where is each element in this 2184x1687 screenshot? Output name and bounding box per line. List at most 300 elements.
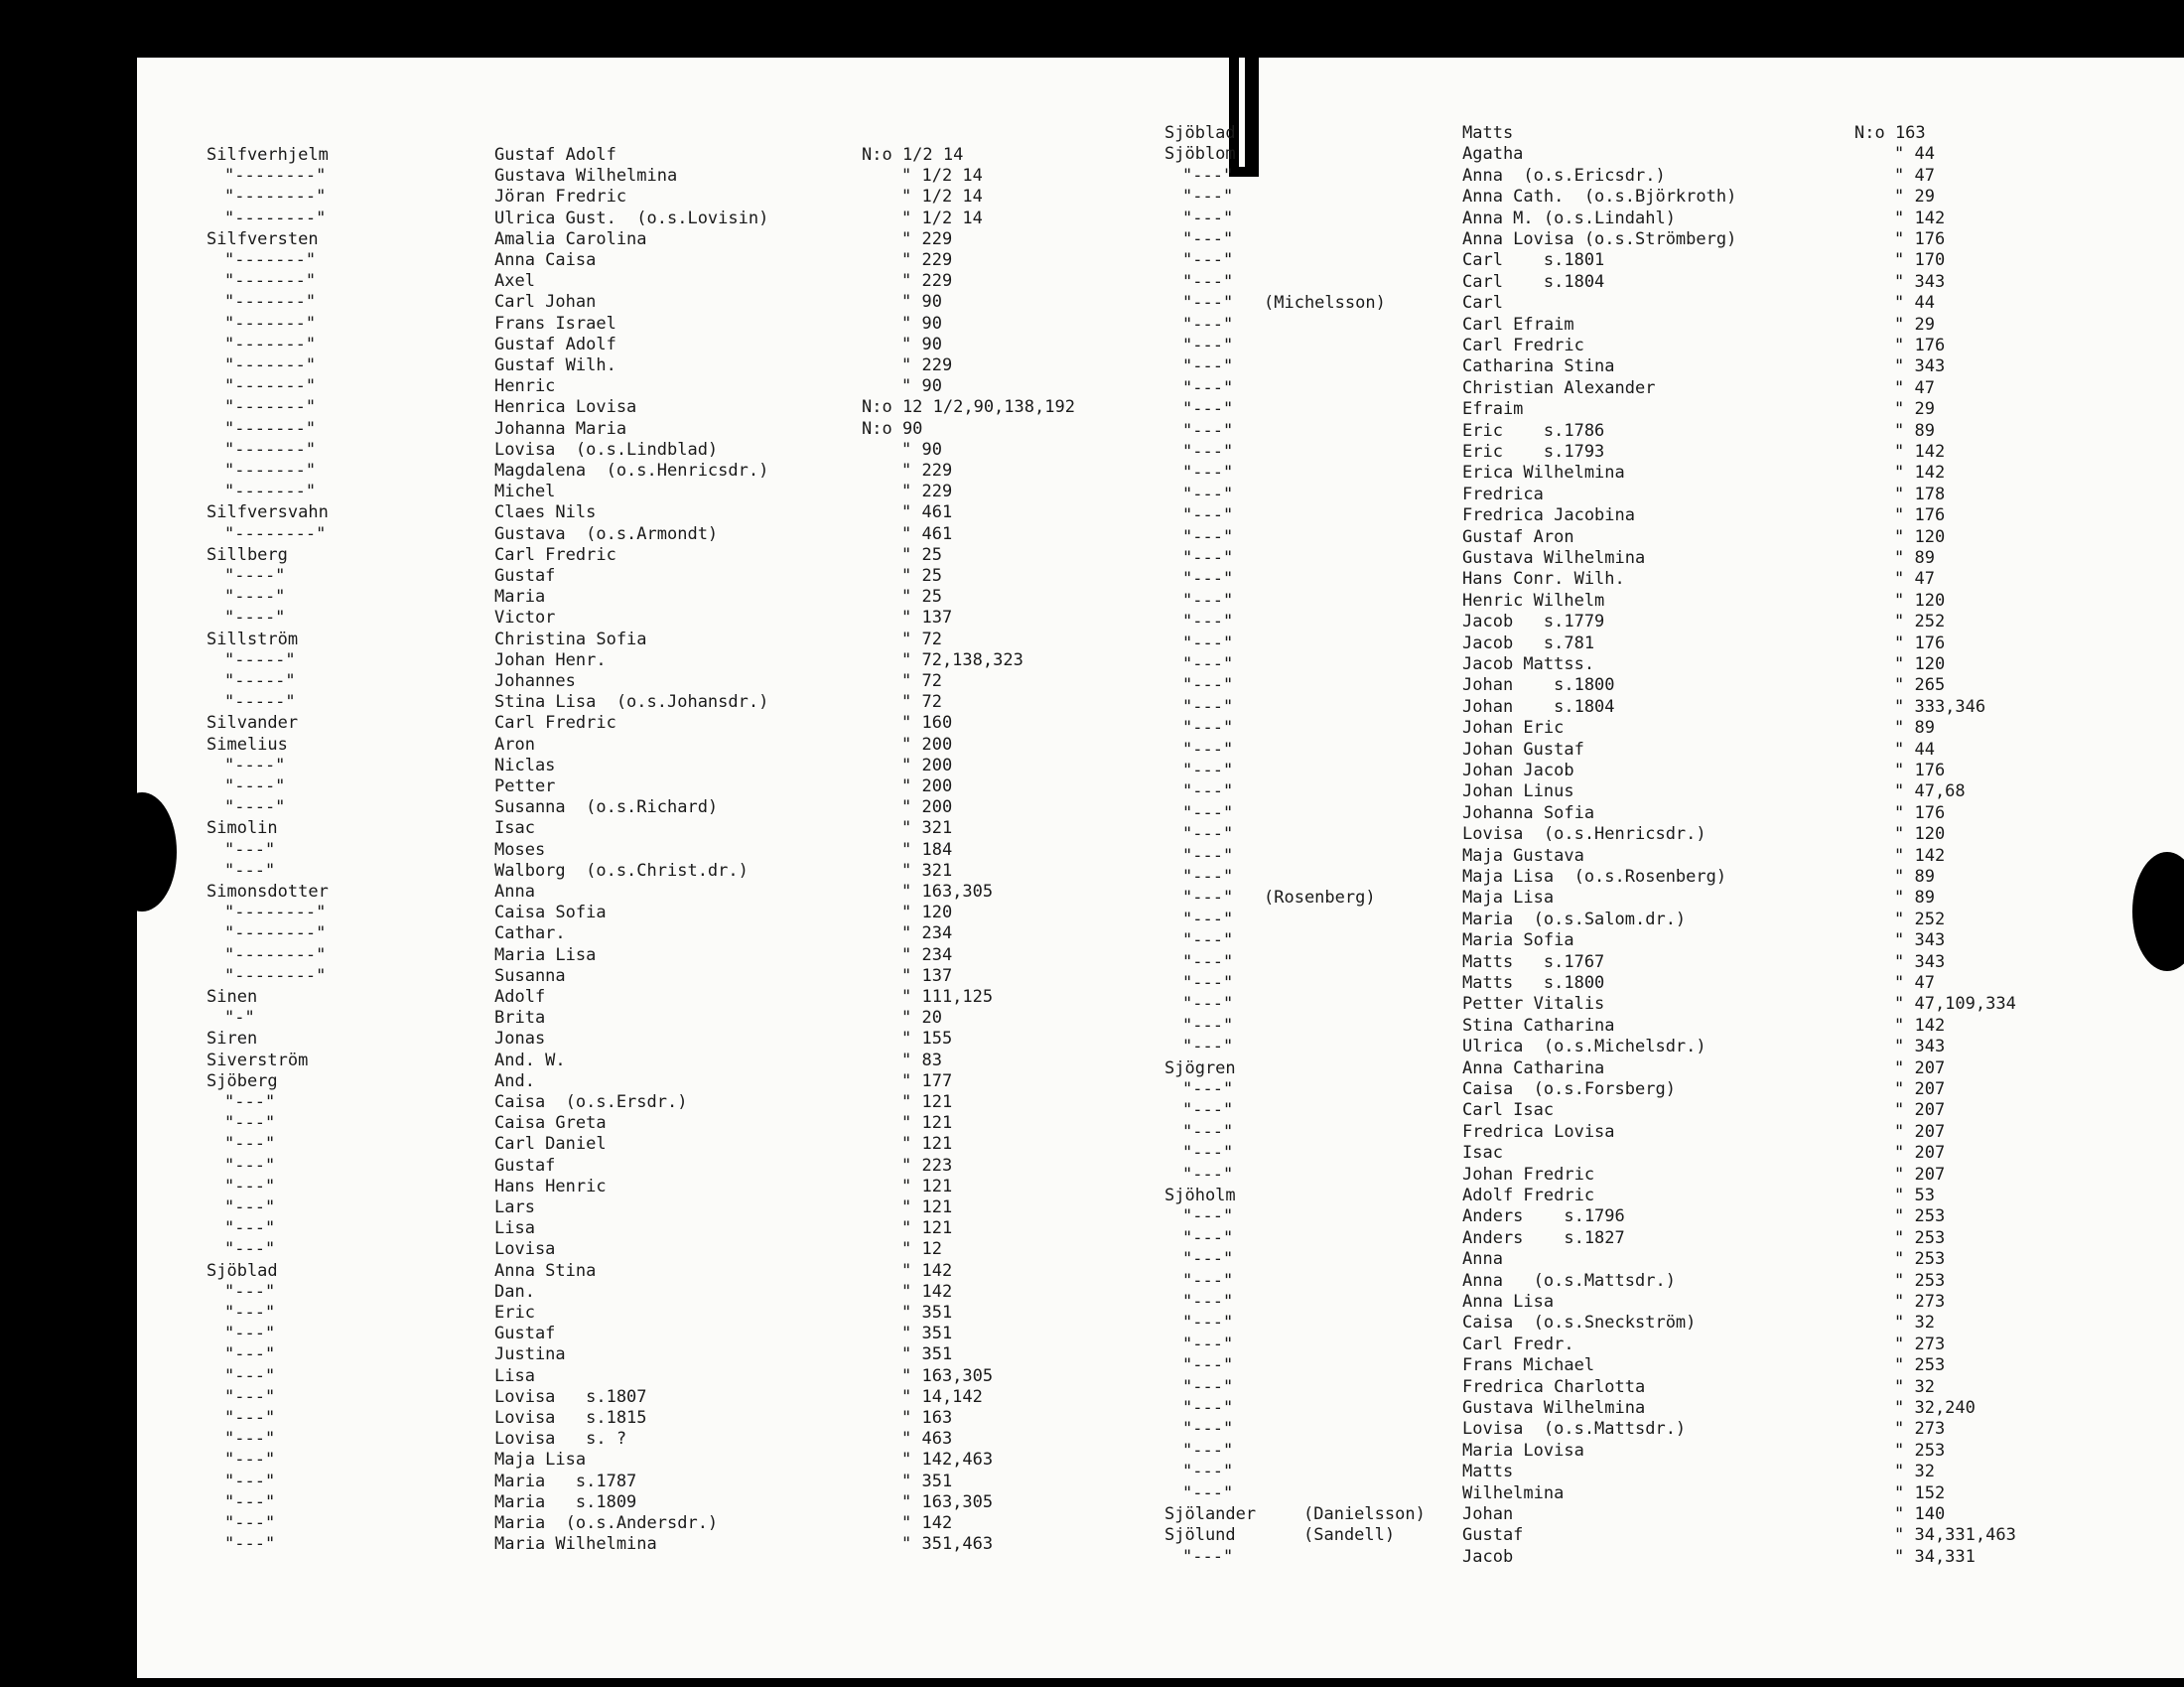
entry-reference: " 207 [1894,1100,1946,1121]
entry-given-name: Lars [494,1197,535,1217]
entry-surname: "---" [224,1113,276,1134]
binder-hole-right [2132,852,2184,971]
entry-note: (Michelsson) [1264,293,1386,314]
register-page [137,58,2184,1678]
entry-surname: Sillberg [206,544,288,565]
entry-given-name: Carl Fredric [494,713,616,734]
entry-reference: " 253 [1894,1249,1946,1270]
entry-given-name: Gustaf [494,566,556,586]
entry-surname: Simelius [206,734,288,755]
entry-given-name: Anna [1462,1249,1503,1270]
entry-given-name: Anders s.1796 [1462,1206,1625,1227]
entry-surname: Sjölander [1164,1504,1257,1524]
entry-reference: " 47,109,334 [1894,994,2016,1015]
entry-given-name: Eric s.1786 [1462,420,1605,441]
entry-given-name: Carl Isac [1462,1100,1555,1121]
entry-surname: "---" [1182,994,1234,1015]
entry-given-name: Christian Alexander [1462,377,1656,398]
entry-given-name: Lovisa s. ? [494,1429,627,1450]
entry-surname: "---" [224,1471,276,1491]
entry-given-name: Eric [494,1303,535,1323]
entry-surname: "-----" [224,692,296,713]
entry-reference: " 265 [1894,675,1946,696]
entry-reference: " 137 [901,608,953,629]
entry-reference: " 89 [1894,888,1935,909]
entry-reference: " 1/2 14 [901,208,983,228]
entry-reference: " 229 [901,250,953,270]
entry-given-name: Stina Lisa (o.s.Johansdr.) [494,692,769,713]
entry-reference: " 200 [901,755,953,775]
entry-surname: "---" [224,1324,276,1344]
entry-surname: "---" [224,1534,276,1555]
entry-surname: "---" [1182,1546,1234,1567]
entry-reference: " 200 [901,797,953,818]
entry-reference: N:o 90 [862,418,923,439]
entry-given-name: Lovisa (o.s.Henricsdr.) [1462,824,1706,845]
entry-reference: " 90 [901,292,942,313]
entry-surname: "---" [1182,951,1234,972]
entry-surname: "---" [224,1303,276,1323]
entry-reference: " 121 [901,1134,953,1155]
entry-surname: "---" [1182,314,1234,335]
entry-surname: "---" [1182,1292,1234,1312]
entry-reference: " 120 [901,903,953,923]
entry-surname: "-------" [224,397,317,418]
entry-surname: "---" [224,1365,276,1386]
entry-reference: " 343 [1894,1037,1946,1057]
entry-given-name: Maria s.1809 [494,1491,637,1512]
entry-given-name: Gustaf Adolf [494,145,616,165]
entry-surname: "---" [1182,420,1234,441]
entry-reference: " 200 [901,734,953,755]
entry-reference: " 142 [1894,442,1946,462]
entry-given-name: Aron [494,734,535,755]
entry-given-name: Gustaf [494,1155,556,1176]
entry-given-name: Anders s.1827 [1462,1227,1625,1248]
entry-surname: "----" [224,776,286,796]
entry-reference: " 273 [1894,1334,1946,1354]
entry-reference: " 351,463 [901,1534,994,1555]
entry-reference: " 29 [1894,187,1935,208]
entry-given-name: Maja Lisa [494,1450,587,1471]
entry-surname: "---" [1182,781,1234,802]
entry-surname: "---" [1182,336,1234,355]
entry-reference: " 29 [1894,399,1935,420]
entry-reference: " 273 [1894,1292,1946,1312]
entry-reference: " 142 [1894,845,1946,866]
entry-given-name: Susanna (o.s.Richard) [494,797,719,818]
entry-reference: " 32,240 [1894,1398,1976,1418]
entry-surname: "---" [1182,442,1234,462]
entry-surname: "---" [1182,187,1234,208]
entry-surname: "---" [224,839,276,860]
entry-given-name: Moses [494,839,546,860]
entry-given-name: Claes Nils [494,502,597,523]
entry-surname: "---" [1182,1143,1234,1164]
entry-given-name: Christina Sofia [494,629,647,649]
entry-given-name: Brita [494,1008,546,1029]
entry-given-name: Carl [1462,293,1503,314]
entry-surname: "---" [1182,654,1234,674]
entry-surname: "--------" [224,923,327,944]
entry-surname: "---" [1182,909,1234,929]
entry-reference: " 234 [901,923,953,944]
entry-reference: " 29 [1894,314,1935,335]
entry-given-name: Dan. [494,1281,535,1302]
entry-reference: " 229 [901,482,953,502]
entry-given-name: Anna Cath. (o.s.Björkroth) [1462,187,1737,208]
entry-given-name: Caisa Greta [494,1113,607,1134]
entry-surname: "---" [1182,845,1234,866]
entry-surname: "----" [224,608,286,629]
entry-given-name: Anna (o.s.Mattsdr.) [1462,1270,1676,1291]
entry-given-name: Jacob Mattss. [1462,654,1595,674]
entry-surname: "--------" [224,208,327,228]
entry-given-name: Maria Lovisa [1462,1440,1584,1461]
entry-given-name: Matts [1462,1462,1514,1482]
entry-reference: " 253 [1894,1206,1946,1227]
entry-reference: " 72 [901,692,942,713]
entry-surname: "---" [1182,377,1234,398]
entry-given-name: Maja Gustava [1462,845,1584,866]
entry-reference: " 1/2 14 [901,166,983,187]
entry-surname: "---" [1182,1249,1234,1270]
entry-reference: " 89 [1894,420,1935,441]
entry-given-name: Gustaf [1462,1525,1524,1546]
entry-reference: " 89 [1894,718,1935,739]
entry-reference: " 343 [1894,271,1946,292]
entry-surname: "---" [224,1429,276,1450]
entry-surname: "---" [1182,463,1234,484]
entry-given-name: Susanna [494,965,566,986]
entry-reference: " 121 [901,1092,953,1112]
entry-given-name: Jöran Fredric [494,187,627,208]
entry-given-name: Matts s.1800 [1462,973,1605,993]
entry-given-name: Maria Sofia [1462,930,1574,951]
entry-reference: " 343 [1894,930,1946,951]
entry-given-name: Frans Israel [494,313,616,334]
entry-given-name: Henric [494,376,556,397]
entry-surname: "---" [1182,1079,1234,1099]
entry-reference: " 229 [901,228,953,249]
entry-given-name: Victor [494,608,556,629]
entry-surname: "---" [1182,548,1234,568]
entry-surname: "---" [224,1281,276,1302]
entry-reference: " 176 [1894,505,1946,526]
entry-surname: "---" [224,1491,276,1512]
entry-reference: " 120 [1894,590,1946,611]
entry-reference: " 229 [901,355,953,375]
entry-surname: "---" [1182,229,1234,249]
entry-surname: "---" [224,1513,276,1533]
entry-note: (Sandell) [1303,1525,1396,1546]
entry-reference: " 142 [1894,463,1946,484]
entry-reference: " 142,463 [901,1450,994,1471]
entry-surname: "--------" [224,166,327,187]
entry-given-name: Fredrica Jacobina [1462,505,1635,526]
entry-reference: N:o 12 1/2,90,138,192 [862,397,1075,418]
entry-reference: " 163,305 [901,1365,994,1386]
entry-surname: "---" [224,1408,276,1428]
entry-surname: "---" [1182,930,1234,951]
entry-surname: "---" [224,1239,276,1260]
entry-note: (Rosenberg) [1264,888,1376,909]
entry-reference: " 351 [901,1324,953,1344]
entry-reference: " 176 [1894,336,1946,355]
entry-reference: " 32 [1894,1462,1935,1482]
entry-surname: "-------" [224,250,317,270]
entry-reference: " 142 [1894,208,1946,228]
entry-reference: " 89 [1894,867,1935,887]
entry-surname: Sjöholm [1164,1186,1236,1205]
entry-surname: "---" [224,1092,276,1112]
entry-reference: " 90 [901,376,942,397]
entry-surname: "---" [1182,1334,1234,1354]
entry-surname: "---" [224,1155,276,1176]
entry-given-name: Gustaf Wilh. [494,355,616,375]
entry-given-name: Ulrica Gust. (o.s.Lovisin) [494,208,769,228]
entry-reference: " 463 [901,1429,953,1450]
entry-reference: " 160 [901,713,953,734]
entry-surname: Siren [206,1029,258,1050]
entry-reference: " 176 [1894,633,1946,653]
entry-reference: " 321 [901,818,953,839]
entry-given-name: Fredrica Charlotta [1462,1376,1646,1397]
entry-given-name: Carl s.1804 [1462,271,1605,292]
entry-given-name: And. W. [494,1050,566,1070]
entry-reference: " 343 [1894,951,1946,972]
entry-surname: "--------" [224,523,327,544]
entry-reference: " 333,346 [1894,696,1986,717]
entry-surname: "---" [1182,1398,1234,1418]
entry-surname: "---" [1182,1440,1234,1461]
entry-surname: "---" [1182,1482,1234,1503]
entry-given-name: Johan s.1800 [1462,675,1615,696]
entry-reference: " 121 [901,1113,953,1134]
entry-surname: "---" [224,1344,276,1365]
entry-surname: "-----" [224,649,296,670]
entry-given-name: Lisa [494,1218,535,1239]
entry-reference: " 120 [1894,526,1946,547]
entry-given-name: Johan Eric [1462,718,1565,739]
entry-given-name: Johan [1462,1504,1514,1524]
entry-surname: "--------" [224,903,327,923]
entry-given-name: Gustaf Aron [1462,526,1574,547]
entry-given-name: Henrica Lovisa [494,397,637,418]
entry-reference: " 351 [901,1344,953,1365]
entry-surname: "---" [1182,1313,1234,1334]
entry-reference: " 461 [901,502,953,523]
entry-surname: "---" [224,1176,276,1196]
entry-reference: " 47 [1894,973,1935,993]
entry-reference: " 90 [901,439,942,460]
entry-given-name: Anna M. (o.s.Lindahl) [1462,208,1676,228]
entry-surname: Sillström [206,629,299,649]
entry-surname: Silfverhjelm [206,145,329,165]
entry-surname: "---" [1182,888,1234,909]
entry-surname: Sjögren [1164,1057,1236,1078]
entry-given-name: Gustaf [494,1324,556,1344]
entry-reference: " 32 [1894,1376,1935,1397]
entry-given-name: Anna Stina [494,1260,597,1281]
entry-surname: "---" [1182,802,1234,823]
entry-reference: " 176 [1894,802,1946,823]
entry-given-name: Petter [494,776,556,796]
entry-reference: " 12 [901,1239,942,1260]
entry-given-name: Maria Wilhelmina [494,1534,657,1555]
entry-given-name: Lisa [494,1365,535,1386]
entry-reference: " 34,331,463 [1894,1525,2016,1546]
entry-given-name: Gustava Wilhelmina [1462,1398,1646,1418]
entry-reference: N:o 163 [1854,123,1926,143]
entry-surname: "-------" [224,482,317,502]
entry-given-name: Adolf Fredric [1462,1186,1595,1205]
entry-surname: "---" [1182,505,1234,526]
entry-surname: "---" [1182,1227,1234,1248]
entry-reference: " 223 [901,1155,953,1176]
entry-surname: "----" [224,797,286,818]
entry-surname: "-------" [224,355,317,375]
entry-surname: "---" [1182,675,1234,696]
entry-given-name: Maria [494,587,546,608]
entry-surname: "---" [1182,761,1234,780]
entry-reference: " 273 [1894,1419,1946,1440]
entry-surname: "-------" [224,313,317,334]
entry-given-name: Ulrica (o.s.Michelsdr.) [1462,1037,1706,1057]
binder-hole-left [107,792,177,912]
entry-reference: " 44 [1894,293,1935,314]
entry-surname: "---" [1182,824,1234,845]
entry-surname: "---" [1182,208,1234,228]
entry-surname: "----" [224,755,286,775]
entry-reference: " 44 [1894,739,1935,760]
entry-reference: " 207 [1894,1079,1946,1099]
entry-reference: " 142 [1894,1015,1946,1036]
entry-reference: " 207 [1894,1143,1946,1164]
entry-surname: "-------" [224,461,317,481]
entry-given-name: Johan Jacob [1462,761,1574,780]
entry-given-name: Carl Johan [494,292,597,313]
entry-reference: " 32 [1894,1313,1935,1334]
entry-given-name: Anna [494,882,535,902]
entry-reference: " 89 [1894,548,1935,568]
entry-given-name: Catharina Stina [1462,356,1615,377]
entry-surname: Sjölund [1164,1525,1236,1546]
entry-given-name: Wilhelmina [1462,1482,1565,1503]
entry-given-name: And. [494,1070,535,1091]
entry-given-name: Amalia Carolina [494,228,647,249]
entry-surname: "---" [1182,356,1234,377]
entry-surname: "---" [1182,1355,1234,1376]
entry-reference: " 34,331 [1894,1546,1976,1567]
entry-reference: " 343 [1894,356,1946,377]
entry-surname: "---" [1182,1206,1234,1227]
entry-given-name: Matts s.1767 [1462,951,1605,972]
entry-given-name: Maria (o.s.Andersdr.) [494,1513,719,1533]
entry-surname: "--------" [224,944,327,965]
entry-reference: " 207 [1894,1057,1946,1078]
entry-reference: " 142 [901,1260,953,1281]
entry-given-name: Stina Catharina [1462,1015,1615,1036]
entry-given-name: Carl Fredric [1462,336,1584,355]
entry-reference: " 25 [901,544,942,565]
entry-surname: "---" [1182,696,1234,717]
entry-given-name: Anna Caisa [494,250,597,270]
entry-reference: " 234 [901,944,953,965]
entry-reference: " 83 [901,1050,942,1070]
entry-given-name: Efraim [1462,399,1524,420]
entry-given-name: Johan Gustaf [1462,739,1584,760]
entry-surname: "---" [224,860,276,881]
entry-reference: " 90 [901,313,942,334]
entry-given-name: Johanna Maria [494,418,627,439]
entry-reference: " 163,305 [901,1491,994,1512]
entry-given-name: Gustava Wilhelmina [494,166,678,187]
entry-given-name: Adolf [494,987,546,1007]
entry-reference: " 111,125 [901,987,994,1007]
entry-given-name: Petter Vitalis [1462,994,1605,1015]
entry-given-name: Johan Linus [1462,781,1574,802]
entry-reference: " 152 [1894,1482,1946,1503]
entry-reference: " 207 [1894,1164,1946,1185]
entry-reference: " 72 [901,629,942,649]
entry-reference: " 47 [1894,377,1935,398]
entry-reference: N:o 1/2 14 [862,145,964,165]
entry-surname: Sinen [206,987,258,1007]
entry-surname: "----" [224,566,286,586]
entry-reference: " 177 [901,1070,953,1091]
entry-surname: Silvander [206,713,299,734]
entry-surname: "---" [224,1134,276,1155]
entry-given-name: Hans Henric [494,1176,607,1196]
entry-reference: " 90 [901,334,942,354]
entry-given-name: Lovisa (o.s.Mattsdr.) [1462,1419,1687,1440]
entry-given-name: Frans Michael [1462,1355,1595,1376]
entry-given-name: Fredrica Lovisa [1462,1121,1615,1142]
entry-given-name: Jacob [1462,1546,1514,1567]
entry-reference: " 252 [1894,909,1946,929]
entry-given-name: Eric s.1793 [1462,442,1605,462]
entry-given-name: Lovisa [494,1239,556,1260]
entry-surname: "---" [1182,250,1234,271]
entry-surname: Sjöblad [206,1260,278,1281]
entry-given-name: Carl Fredr. [1462,1334,1574,1354]
entry-surname: "---" [1182,1462,1234,1482]
entry-surname: "---" [1182,739,1234,760]
entry-reference: " 14,142 [901,1386,983,1407]
entry-reference: " 184 [901,839,953,860]
entry-reference: " 137 [901,965,953,986]
entry-reference: " 44 [1894,144,1935,165]
entry-surname: "---" [1182,293,1234,314]
entry-reference: " 25 [901,566,942,586]
entry-surname: Sjöblom [1164,144,1236,165]
entry-given-name: Isac [1462,1143,1503,1164]
entry-given-name: Walborg (o.s.Christ.dr.) [494,860,749,881]
entry-given-name: Maria (o.s.Salom.dr.) [1462,909,1687,929]
entry-surname: "--------" [224,187,327,208]
entry-surname: "-----" [224,671,296,691]
entry-given-name: Erica Wilhelmina [1462,463,1625,484]
entry-given-name: Caisa Sofia [494,903,607,923]
entry-given-name: Caisa (o.s.Forsberg) [1462,1079,1676,1099]
entry-surname: "---" [224,1218,276,1239]
entry-surname: Siverström [206,1050,309,1070]
entry-reference: " 53 [1894,1186,1935,1205]
entry-surname: Silfversten [206,228,319,249]
entry-reference: " 253 [1894,1270,1946,1291]
entry-reference: " 461 [901,523,953,544]
